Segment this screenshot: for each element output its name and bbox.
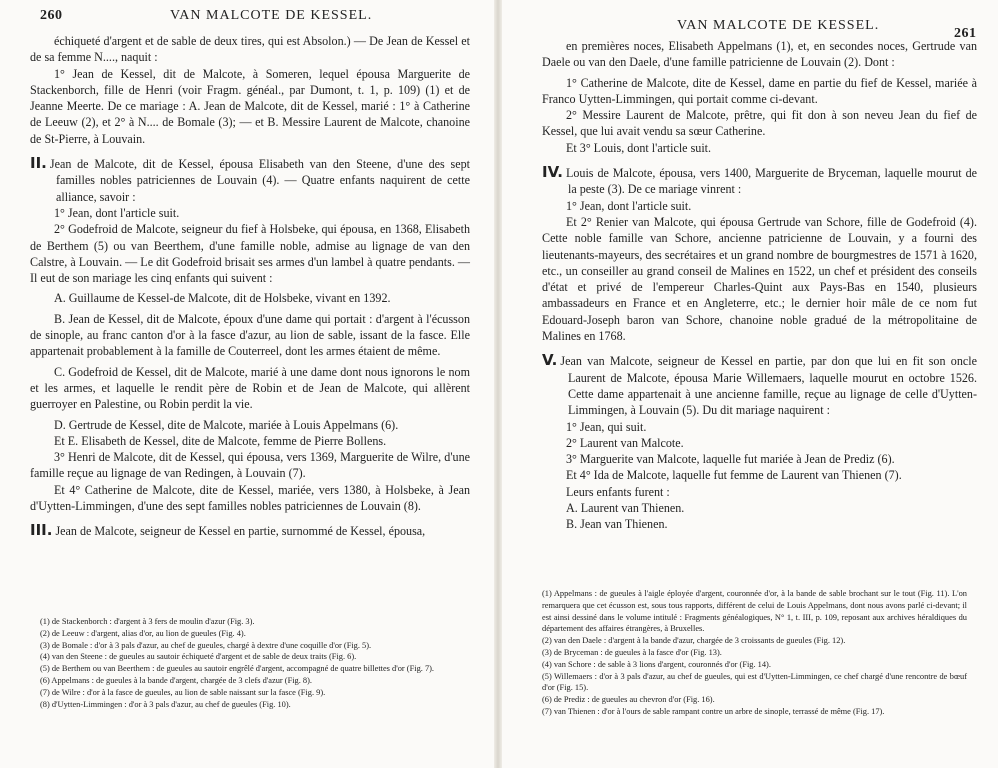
footnote: (4) van Schore : de sable à 3 lions d'argent, couronnés d'or (Fig. 14). <box>542 659 771 669</box>
paragraph: C. Godefroid de Kessel, dit de Malcote, marié à une dame dont nous ignorons le nom et les armes, et laquelle le rendit père de Robin et de Jean de Malcote, qui allèrent guerroyer en Palestine, ou Robin perdit la vie. <box>30 364 470 412</box>
generation-numeral: III. <box>30 521 53 540</box>
book-gutter <box>494 0 502 768</box>
right-body-text <box>542 38 977 533</box>
right-page-number: 261 <box>954 26 977 41</box>
paragraph: 1° Jean, dont l'article suit. <box>54 205 180 220</box>
paragraph: A. Guillaume de Kessel-de Malcote, dit de Holsbeke, vivant en 1392. <box>54 291 391 306</box>
paragraph: B. Jean de Kessel, dit de Malcote, époux d'une dame qui portait : d'argent à l'écusson de sinople, au franc canton d'or à la fasce d'azur, au lion de sable, issant de la fasce. Elle appartenait probablement à la famille de Couterreel, dont les armes étaient de même. <box>30 311 470 359</box>
footnote: (6) de Prediz : de gueules au chevron d'or (Fig. 16). <box>542 695 715 705</box>
right-page <box>502 0 998 768</box>
left-running-head: VAN MALCOTE DE KESSEL. <box>170 8 373 23</box>
footnote: (1) Appelmans : de gueules à l'aigle éployée d'argent, couronnée d'or, à la bande de sable brochant sur le tout (Fig. 11). L'on remarquera que cet écusson est, sous tous rapports, différent de celui de Louis Appelmans, dont nous avons parlé ci-devant; il est ainsi dessiné dans le volume intitulé : Fragments généalogiques, N° 1, t. III, p. 109, reposant aux archives héraldiques du département des affaires étrangères, à Bruxelles. <box>542 589 967 634</box>
generation-numeral: II. <box>30 154 47 173</box>
footnote: (7) de Wilre : d'or à la fasce de gueules, au lion de sable naissant sur la fasce (Fig. 9). <box>40 687 326 697</box>
paragraph: Et 2° Renier van Malcote, qui épousa Gertrude van Schore, fille de Godefroid (4). Cette noble famille van Schore, ancienne patricienne de Louvain, y a fourni des lieutenants-mayeurs, des secrétaires et un grand nombre de bourgmestres de 1571 à 1620, etc., un conseiller au grand conseil de Malines en 1522, un chef et président des conseils d'état et privé de l'empereur Charles-Quint aux Pays-Bas en 1540, plusieurs ambassadeurs en France et en Angleterre, etc.; le dernier hoir mâle de ce nom fut Edouard-Joseph baron van Schore, chanoine noble gradué de la métropolitaine de Malines en 1768. <box>542 214 977 344</box>
paragraph: échiqueté d'argent et de sable de deux tires, qui est Absolon.) — De Jean de Kessel et de sa femme N...., naquit : <box>30 34 470 65</box>
paragraph: 3° Marguerite van Malcote, laquelle fut mariée à Jean de Prediz (6). <box>566 452 895 467</box>
paragraph: 2° Messire Laurent de Malcote, prêtre, qui fit don à son neveu Jean du fief de Kessel, que lui avait vendu sa sœur Catherine. <box>542 108 977 139</box>
paragraph: 3° Henri de Malcote, dit de Kessel, qui épousa, vers 1369, Marguerite de Wilre, d'une famille reçue au lignage de van Redingen, à Louvain (7). <box>30 450 470 481</box>
paragraph: 2° Laurent van Malcote. <box>566 435 684 450</box>
generation-numeral: V. <box>542 351 558 370</box>
left-body-text <box>30 33 470 540</box>
paragraph: D. Gertrude de Kessel, dite de Malcote, mariée à Louis Appelmans (6). <box>54 417 399 432</box>
footnote: (1) de Stackenborch : d'argent à 3 fers de moulin d'azur (Fig. 3). <box>40 617 255 626</box>
paragraph: 1° Jean de Kessel, dit de Malcote, à Someren, lequel épousa Marguerite de Stackenborch, fille de Henri (voir Fragm. généal., par Dumont, t. 1, p. 109) (1) et de Jeanne Meerte. De ce mariage : A. Jean de Malcote, dit de Kessel, marié : 1° à Catherine de Leeuw (2), et 2° à N.... de Bomale (3); — et B. Messire Laurent de Malcote, chanoine de St-Pierre, à Louvain. <box>30 66 470 146</box>
paragraph: Et 4° Ida de Malcote, laquelle fut femme de Laurent van Thienen (7). <box>566 468 902 483</box>
paragraph: 1° Jean, dont l'article suit. <box>566 198 692 213</box>
footnote: (3) de Bryceman : de gueules à la fasce d'or (Fig. 13). <box>542 647 722 657</box>
paragraph: en premières noces, Elisabeth Appelmans (1), et, en secondes noces, Gertrude van Daele ou van den Daele, d'une famille patricienne de Louvain (2). Dont : <box>542 39 977 70</box>
footnote: (3) de Bomale : d'or à 3 pals d'azur, au chef de gueules, chargé à dextre d'une coquille d'or (Fig. 5). <box>40 640 372 650</box>
paragraph: Et 3° Louis, dont l'article suit. <box>566 140 712 155</box>
paragraph: 1° Jean, qui suit. <box>566 419 647 434</box>
footnote: (7) van Thienen : d'or à l'ours de sable rampant contre un arbre de sinople, terrassé de même (Fig. 17). <box>542 706 885 716</box>
generation-paragraph: II. Jean de Malcote, dit de Kessel, épousa Elisabeth van den Steene, d'une des sept familles nobles patriciennes de Louvain (4). — Quatre enfants naquirent de cette alliance, savoir : <box>30 154 470 204</box>
left-page <box>0 0 494 768</box>
generation-paragraph: III. Jean de Malcote, seigneur de Kessel en partie, surnommé de Kessel, épousa, <box>30 521 426 540</box>
left-footnotes <box>40 616 460 710</box>
footnote: (5) Willemaers : d'or à 3 pals d'azur, au chef de gueules, qui est d'Uytten-Limmingen, ce chef chargé d'une rencontre de bœuf d'or (Fig. 15). <box>542 671 967 693</box>
paragraph: Et E. Elisabeth de Kessel, dite de Malcote, femme de Pierre Bollens. <box>54 433 387 448</box>
footnote: (8) d'Uytten-Limmingen : d'or à 3 pals d'azur, au chef de gueules (Fig. 10). <box>40 699 291 709</box>
footnote: (2) van den Daele : d'argent à la bande d'azur, chargée de 3 croissants de gueules (Fig. 12). <box>542 636 846 646</box>
paragraph: B. Jean van Thienen. <box>566 517 668 532</box>
right-footnotes <box>542 588 967 718</box>
right-running-head: VAN MALCOTE DE KESSEL. <box>677 18 880 33</box>
footnote: (4) van den Steene : de gueules au sautoir échiqueté d'argent et de sable de deux traits (Fig. 6). <box>40 652 357 662</box>
paragraph: Leurs enfants furent : <box>566 484 670 499</box>
paragraph: 1° Catherine de Malcote, dite de Kessel, dame en partie du fief de Kessel, mariée à Franco Uytten-Limmingen, qui portait comme ci-devant. <box>542 75 977 106</box>
paragraph: 2° Godefroid de Malcote, seigneur du fief à Holsbeke, qui épousa, en 1368, Elisabeth de Berthem (5) ou van Beerthem, d'une famille noble, admise au lignage de van den Calstre, à Louvain. — Le dit Godefroid brisait ses armes d'un lambel à quatre pendants. — Il eut de son mariage les cinq enfants qui suivent : <box>30 222 470 286</box>
generation-paragraph: V. Jean van Malcote, seigneur de Kessel en partie, par don que lui en fit son oncle Laurent de Malcote, épousa Marie Willemaers, laquelle mourut en octobre 1526. Cette dame appartenait à une ancienne famille, reçue au lignage de celle d'Uytten-Limmingen, à Louvain (5). Du dit mariage naquirent : <box>542 351 977 418</box>
paragraph: Et 4° Catherine de Malcote, dite de Kessel, mariée, vers 1380, à Holsbeke, à Jean d'Uytten-Limmingen, d'une des sept familles nobles patriciennes de Louvain (8). <box>30 482 470 514</box>
paragraph: A. Laurent van Thienen. <box>566 501 685 516</box>
generation-numeral: IV. <box>542 163 563 182</box>
footnote: (6) Appelmans : de gueules à la bande d'argent, chargée de 3 clefs d'azur (Fig. 8). <box>40 675 313 685</box>
generation-paragraph: IV. Louis de Malcote, épousa, vers 1400, Marguerite de Bryceman, laquelle mourut de la peste (3). De ce mariage vinrent : <box>542 163 977 197</box>
left-page-number: 260 <box>40 8 63 23</box>
footnote: (2) de Leeuw : d'argent, alias d'or, au lion de gueules (Fig. 4). <box>40 628 246 638</box>
footnote: (5) de Berthem ou van Beerthem : de gueules au sautoir engrêlé d'argent, accompagné de quatre billettes d'or (Fig. 7). <box>40 664 435 674</box>
